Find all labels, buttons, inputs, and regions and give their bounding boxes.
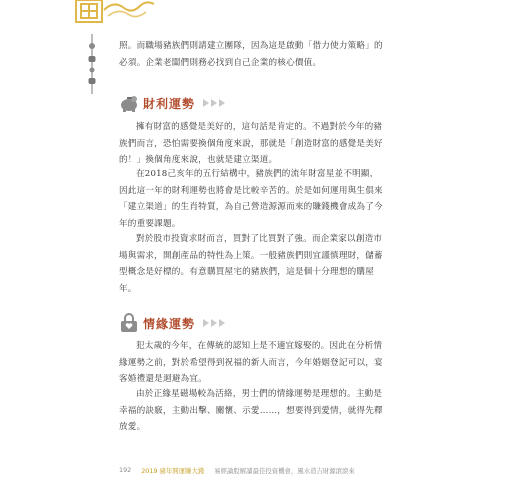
section-heading-relationship — [118, 312, 225, 334]
section-title: 情緣運勢 — [143, 316, 196, 331]
text-line: 年。 — [119, 283, 137, 294]
text-line: 場與需求，開創產品的特性為上策。一般豬族們則宜謹慎理財，儲蓄 — [119, 250, 383, 261]
piggy-bank-icon — [118, 93, 140, 113]
text-line: 幸福的訣竅，主動出擊、關懷、示愛……，想要得到愛情，就得先釋 — [119, 405, 383, 416]
corner-ornament — [74, 0, 160, 28]
text-line: 「建立渠道」的生肖特質，為自己營造源源而來的賺錢機會成為了今 — [119, 202, 383, 213]
text-line: 因此這一年的財利運勢也將會是比較辛苦的。於是如何運用與生俱來 — [119, 185, 383, 196]
text-line: 照。而職場豬族們則請建立團隊，因為這是啟動「借力使力策略」的 — [119, 41, 383, 51]
paragraph — [119, 386, 389, 436]
arrow-decoration — [203, 99, 225, 107]
chain-ornament — [85, 34, 99, 94]
section-heading-wealth — [118, 92, 225, 114]
text-line: 在2018己亥年的五行結構中，豬族們的流年財富星並不明顯， — [136, 169, 379, 179]
text-line: 年的重要課題。 — [119, 218, 181, 229]
text-line: 必須。企業老闆們則務必找到自己企業的核心價值。 — [119, 57, 322, 68]
page-footer — [119, 466, 355, 475]
page-number: 192 — [119, 466, 132, 474]
text-line: 由於正緣星磁場較為活絡，男士們的情緣運勢是理想的。主動是 — [136, 389, 383, 399]
section-title: 財利運勢 — [143, 96, 196, 111]
text-line: 型概念是好標的。有意購買屋宅的豬族們，這是個十分理想的購屋 — [119, 267, 375, 278]
book-title: 2019 豬年開運賺大錢 — [141, 467, 205, 475]
paragraph — [119, 119, 389, 169]
arrow-decoration — [203, 319, 225, 327]
text-line: 放愛。 — [119, 422, 146, 433]
text-line: 族們而言，恐怕需要換個角度來說，那就是「創造財富的感覺是美好 — [119, 138, 383, 149]
paragraph — [119, 166, 389, 232]
intro-paragraph — [119, 38, 389, 71]
text-line: 客婚禮還是迴避為宜。 — [119, 374, 207, 385]
text-line: 的！」換個角度來說，也就是建立渠道。 — [119, 155, 278, 166]
paragraph — [119, 338, 389, 388]
book-subtitle: 易經論股解讀最佳投資機會，風水造吉財源滾滾來 — [214, 467, 355, 475]
text-line: 擁有財富的感覺是美好的，這句話是肯定的。不過對於今年的豬 — [136, 122, 383, 132]
text-line: 對於股市投資求財而言，買對了比買對了強。而企業家以創造市 — [136, 234, 383, 244]
text-line: 緣運勢之前，對於希望得到祝福的新人而言，今年婚姻登記可以，宴 — [119, 357, 383, 368]
paragraph — [119, 231, 389, 297]
love-lock-icon — [118, 313, 140, 333]
text-line: 犯太歲的今年，在傳統的認知上是不適宜嫁娶的。因此在分析情 — [136, 341, 383, 351]
